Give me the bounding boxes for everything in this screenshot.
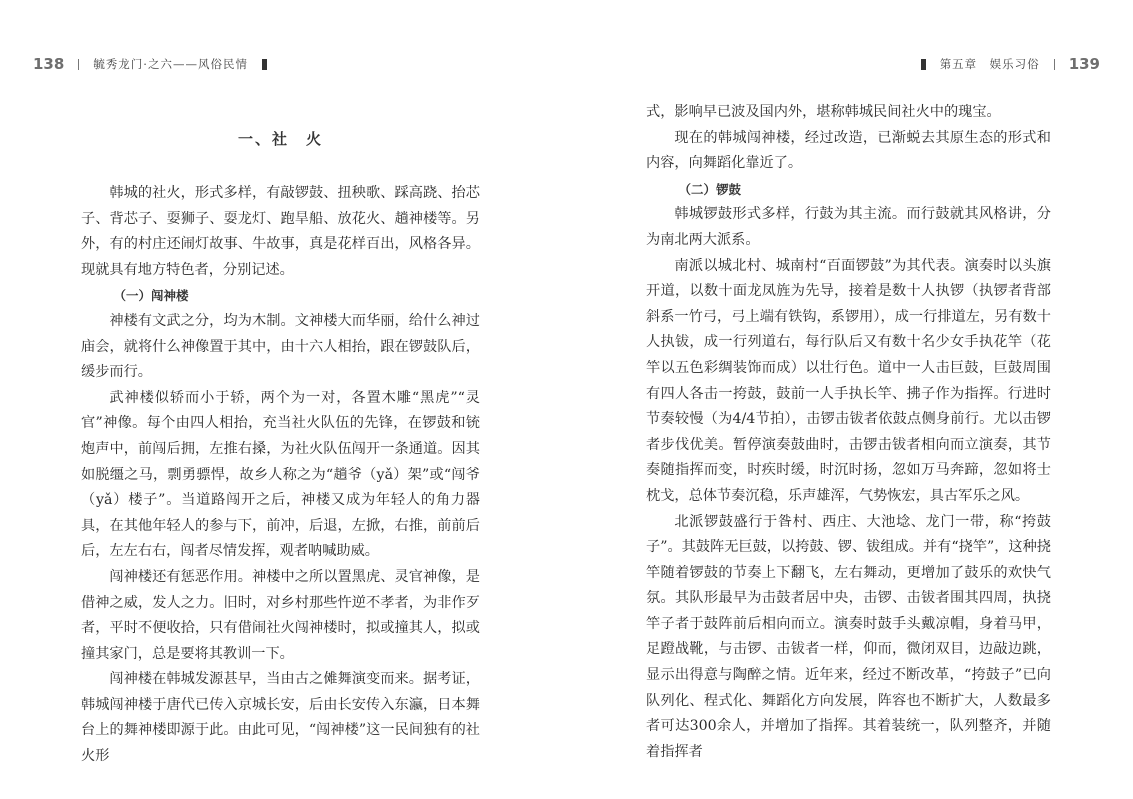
right-body-text [646, 100, 1051, 765]
paragraph: 神楼有文武之分，均为木制。文神楼大而华丽，给什么神过庙会，就将什么神像置于其中，由十六人相抬，跟在锣鼓队后，缓步而行。 [81, 312, 480, 381]
paragraph: 北派锣鼓盛行于昝村、西庄、大池埝、龙门一带，称“挎鼓子”。其鼓阵无巨鼓，以挎鼓、锣、钹组成。并有“挠竿”，这种挠竿随着锣鼓的节奏上下翻飞，左右舞动，更增加了鼓乐的欢快气氛。其队形最早为击鼓者居中央，击锣、击钹者围其四周，执挠竿子者于鼓阵前后相向而立。演奏时鼓手头戴凉帽，身着马甲，足蹬战靴，与击锣、击钹者一样，仰而，微闭双目，边敲边跳，显示出得意与陶醉之情。近年来，经过不断改革，“挎鼓子”已向队列化、程式化、舞蹈化方向发展，阵容也不断扩大，人数最多者可达300余人，并增加了指挥。其着装统一，队列整齐，并随着指挥者 [646, 513, 1051, 760]
paragraph: 韩城锣鼓形式多样，行鼓为其主流。而行鼓就其风格讲，分为南北两大派系。 [646, 206, 1051, 248]
section-heading: （二）锣鼓 [678, 181, 742, 197]
left-page [0, 0, 566, 799]
header-separator [1054, 59, 1055, 70]
section-heading: （一）闯神楼 [113, 288, 189, 304]
header-block-mark [262, 59, 267, 70]
left-running-header [33, 52, 267, 76]
chapter-heading: 一、社 火 [237, 130, 323, 148]
paragraph: 闯神楼在韩城发源甚早，当由古之傩舞演变而来。据考证，韩城闯神楼于唐代已传入京城长安，后由长安传入东瀛，日本舞台上的舞神楼即源于此。由此可见，“闯神楼”这一民间独有的社火形 [81, 671, 480, 765]
paragraph: 现在的韩城闯神楼，经过改造，已渐蜕去其原生态的形式和内容，向舞蹈化靠近了。 [646, 129, 1051, 172]
header-block-mark [921, 59, 926, 70]
header-separator [78, 59, 79, 70]
right-page-number: 139 [1068, 55, 1100, 73]
left-page-number: 138 [33, 55, 65, 73]
right-running-header [921, 52, 1100, 76]
left-body-text [81, 124, 480, 770]
paragraph: 南派以城北村、城南村“百面锣鼓”为其代表。演奏时以头旗开道，以数十面龙凤旌为先导，接着是数十人执锣（执锣者背部斜系一竹弓，弓上端有铁钩，系锣用），成一行排道左，另有数十人执钹，成一行列道右，每行队后又有数十名少女手执花竿（花竿以五色彩绸装饰而成）以壮行色。道中一人击巨鼓，巨鼓周围有四人各击一挎鼓，鼓前一人手执长竿、拂子作为指挥。行进时节奏较慢（为4/4节拍），击锣击钹者依鼓点侧身前行。尤以击锣者步伐优美。暂停演奏鼓曲时，击锣击钹者相向而立演奏，其节奏随指挥而变，时疾时缓，时沉时扬，忽如万马奔蹄，忽如将士枕戈，总体节奏沉稳，乐声雄浑，气势恢宏，具古军乐之风。 [646, 257, 1051, 504]
paragraph: 闯神楼还有惩恶作用。神楼中之所以置黑虎、灵官神像，是借神之威，发人之力。旧时，对乡村那些忤逆不孝者，为非作歹者，平时不便收拾，只有借闹社火闯神楼时，拟或撞其人，拟或撞其家门，总是要将其教训一下。 [81, 568, 480, 662]
left-running-title: 毓秀龙门·之六——风俗民情 [93, 57, 248, 71]
right-page [566, 0, 1133, 799]
right-running-title: 第五章 娱乐习俗 [939, 57, 1040, 71]
paragraph-continuation: 式，影响早已波及国内外，堪称韩城民间社火中的瑰宝。 [646, 104, 1001, 120]
paragraph: 武神楼似轿而小于轿，两个为一对，各置木雕“黑虎”“灵官”神像。每个由四人相抬，充当社火队伍的先锋，在锣鼓和铳炮声中，前闯后拥，左推右搡，为社火队伍闯开一条通道。因其如脱缰之马，剽勇骠悍，故乡人称之为“趟爷（yǎ）架”或“闯爷（yǎ）楼子”。当道路闯开之后，神楼又成为年轻人的角力器具，在其他年轻人的参与下，前冲，后退，左掀，右推，前前后后，左左右右，闯者尽情发挥，观者呐喊助威。 [81, 389, 480, 560]
paragraph: 韩城的社火，形式多样，有敲锣鼓、扭秧歌、踩高跷、抬芯子、背芯子、耍狮子、耍龙灯、跑旱船、放花火、趟神楼等。另外，有的村庄还闹灯故事、牛故事，真是花样百出，风格各异。现就具有地方特色者，分别记述。 [81, 185, 480, 278]
